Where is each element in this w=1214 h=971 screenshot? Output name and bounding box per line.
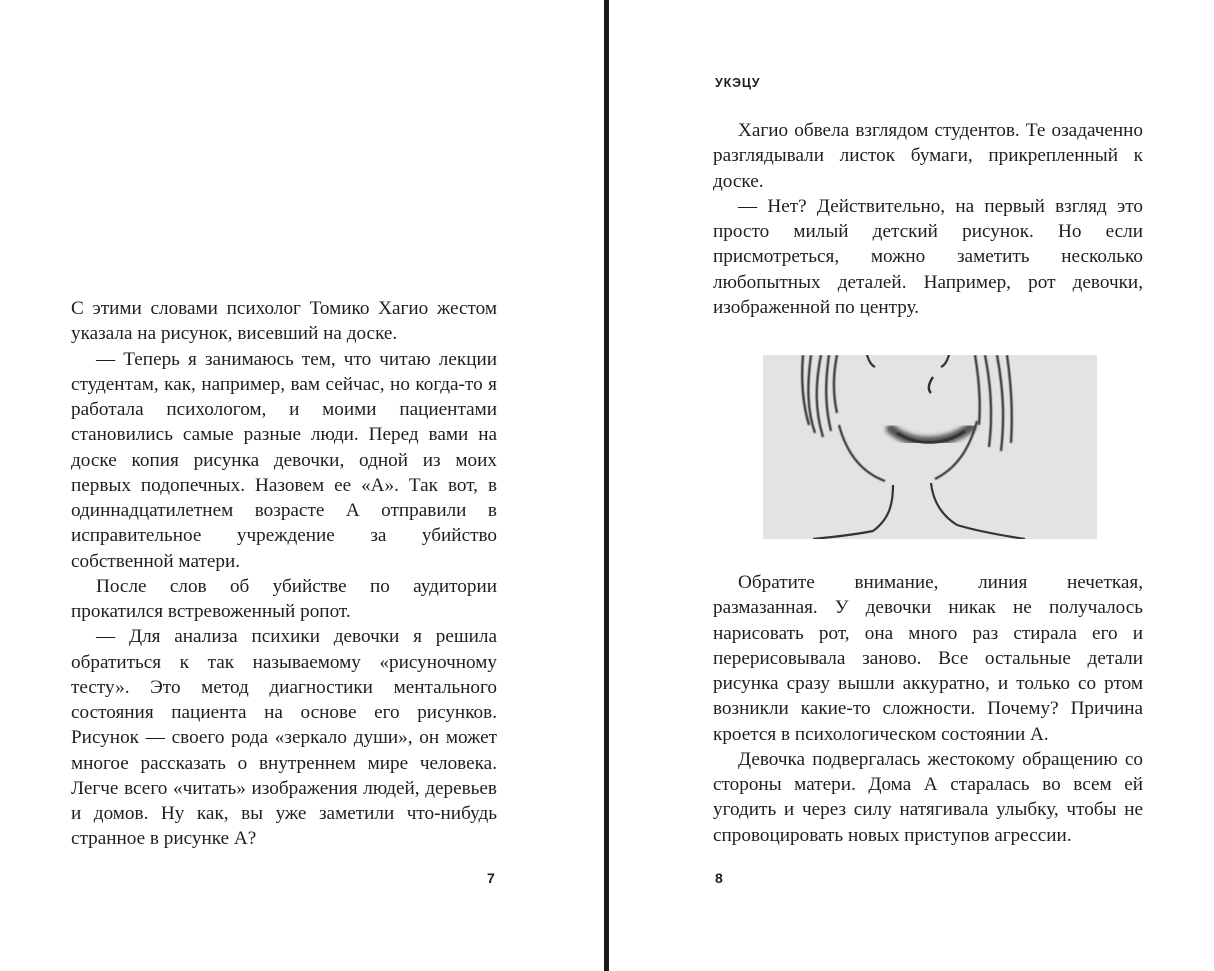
- paragraph: — Для анализа психики девочки я решила обратиться к так называемому «рисуночному тесту». Это метод диагностики ментального состояния пациента на основе его рисунков. Рисунок — своего рода «зеркало души», он может многое рассказать о внутреннем мире человека. Легче всего «читать» изображения людей, деревьев и домов. Ну как, вы уже заметили что-нибудь странное в рисунке А?: [71, 626, 497, 850]
- paragraph: Обратите внимание, линия нечеткая, размазанная. У девочки никак не получалось нарисовать рот, она много раз стирала его и перерисовывала заново. Все остальные детали рисунка сразу вышли аккуратно, и только со ртом возникли какие-то сложности. Почему? Причина кроется в психологическом состоянии А.: [713, 572, 1143, 745]
- paragraph: С этими словами психолог Томико Хагио жестом указала на рисунок, висевший на доске.: [71, 298, 497, 345]
- page-number: 8: [715, 870, 723, 886]
- right-page-body-bottom: [713, 570, 1143, 848]
- girl-face-drawing-icon: [763, 355, 1097, 539]
- left-page: [0, 0, 604, 971]
- child-drawing-illustration: [763, 355, 1097, 539]
- paragraph: После слов об убийстве по аудитории прокатился встревоженный ропот.: [71, 575, 497, 622]
- paragraph: Девочка подвергалась жестокому обращению со стороны матери. Дома А старалась во всем ей угодить и через силу натягивала улыбку, чтобы не спровоцировать новых приступов агрессии.: [713, 748, 1143, 846]
- paragraph: — Нет? Действительно, на первый взгляд это просто милый детский рисунок. Но если присмотреться, можно заметить несколько любопытных деталей. Например, рот девочки, изображенной по центру.: [713, 195, 1143, 318]
- right-page: [609, 0, 1214, 971]
- page-number: 7: [487, 870, 495, 886]
- paragraph: Хагио обвела взглядом студентов. Те озадаченно разглядывали листок бумаги, прикрепленный к доске.: [713, 120, 1143, 192]
- left-page-body: [71, 296, 497, 852]
- running-head: УКЭЦУ: [715, 76, 761, 90]
- right-page-body-top: [713, 118, 1143, 320]
- paragraph: — Теперь я занимаюсь тем, что читаю лекции студентам, как, например, вам сейчас, но когда-то я работала психологом, и моими пациентами становились самые разные люди. Перед вами на доске копия рисунка девочки, одной из моих первых подопечных. Назовем ее «А». Так вот, в одиннадцатилетнем возрасте А отправили в исправительное учреждение за убийство собственной матери.: [71, 348, 497, 572]
